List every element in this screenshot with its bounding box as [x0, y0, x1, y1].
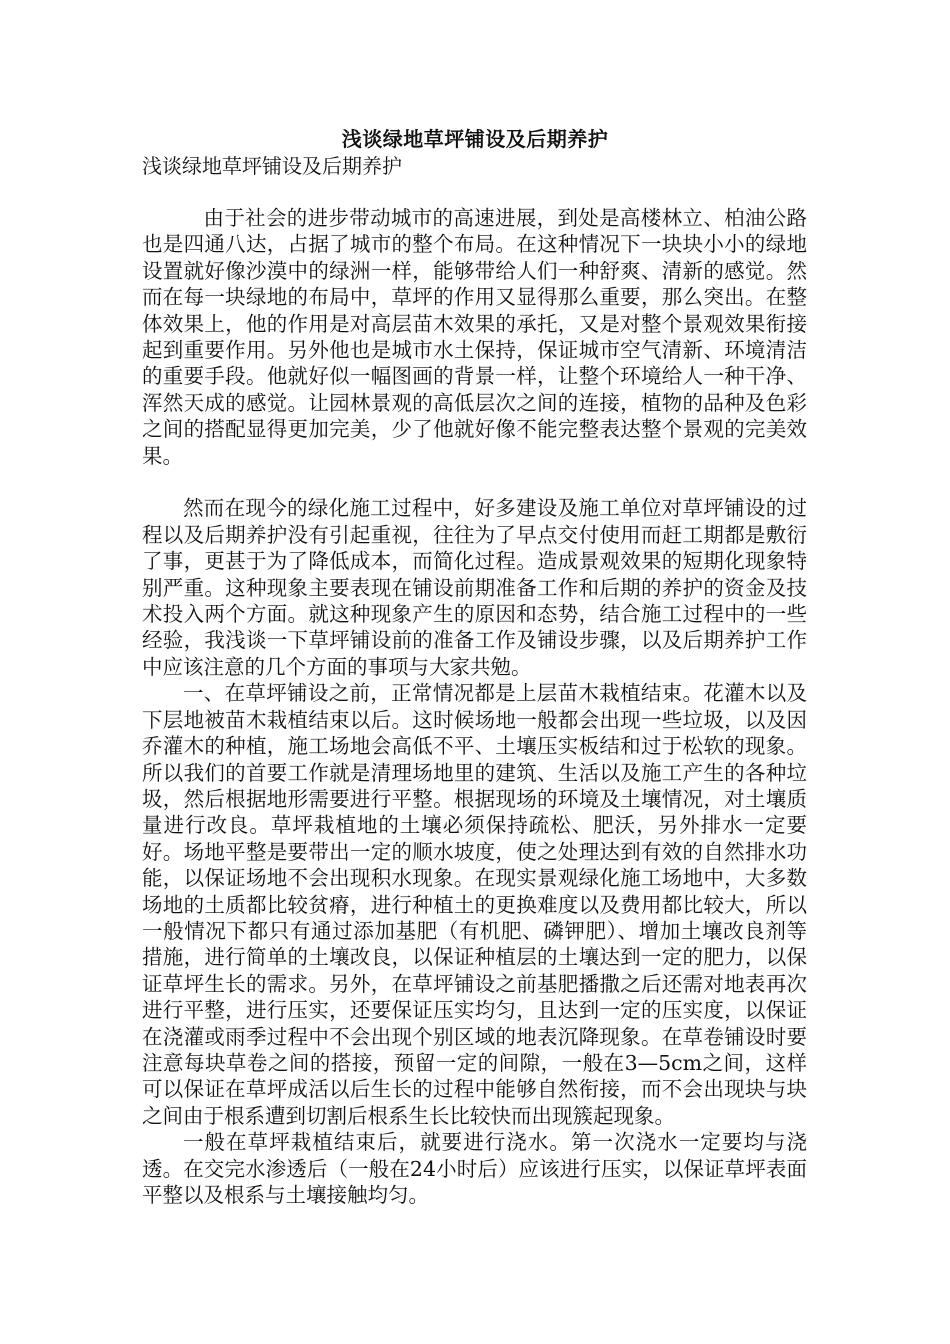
- paragraph-gap: [142, 469, 807, 495]
- paragraph-problem: 然而在现今的绿化施工过程中，好多建设及施工单位对草坪铺设的过程以及后期养护没有引起重视，往往为了早点交付使用而赶工期都是敷衍了事，更甚于为了降低成本，而简化过程。造成景观效果的短期化现象特别严重。这种现象主要表现在铺设前期准备工作和后期的养护的资金及技术投入两个方面。就这种现象产生的原因和态势，结合施工过程中的一些经验，我浅谈一下草坪铺设前的准备工作及铺设步骤，以及后期养护工作中应该注意的几个方面的事项与大家共勉。: [142, 496, 807, 679]
- paragraph-intro: 由于社会的进步带动城市的高速进展，到处是高楼林立、柏油公路也是四通八达，占据了城市的整个布局。在这种情况下一块块小小的绿地设置就好像沙漠中的绿洲一样，能够带给人们一种舒爽、清新的感觉。然而在每一块绿地的布局中，草坪的作用又显得那么重要，那么突出。在整体效果上，他的作用是对高层苗木效果的承托，又是对整个景观效果衔接起到重要作用。另外他也是城市水土保持，保证城市空气清新、环境清洁的重要手段。他就好似一幅图画的背景一样，让整个环境给人一种干净、浑然天成的感觉。让园林景观的高低层次之间的连接，植物的品种及色彩之间的搭配显得更加完美，少了他就好像不能完整表达整个景观的完美效果。: [142, 206, 807, 468]
- paragraph-watering: 一般在草坪栽植结束后，就要进行浇水。第一次浇水一定要均与浇透。在交完水渗透后（一般在24小时后）应该进行压实，以保证草坪表面平整以及根系与土壤接触均匀。: [142, 1130, 807, 1208]
- document-body: [142, 205, 807, 1208]
- document-subtitle: 浅谈绿地草坪铺设及后期养护: [142, 154, 402, 178]
- document-title: 浅谈绿地草坪铺设及后期养护: [341, 127, 609, 151]
- paragraph-preparation: 一、在草坪铺设之前，正常情况都是上层苗木栽植结束。花灌木以及下层地被苗木栽植结束以后。这时候场地一般都会出现一些垃圾，以及因乔灌木的种植，施工场地会高低不平、土壤压实板结和过于松软的现象。所以我们的首要工作就是清理场地里的建筑、生活以及施工产生的各种垃圾，然后根据地形需要进行平整。根据现场的环境及土壤情况，对土壤质量进行改良。草坪栽植地的土壤必须保持疏松、肥沃，另外排水一定要好。场地平整是要带出一定的顺水坡度，使之处理达到有效的自然排水功能，以保证场地不会出现积水现象。在现实景观绿化施工场地中，大多数场地的土质都比较贫瘠，进行种植土的更换难度以及费用都比较大，所以一般情况下都只有通过添加基肥（有机肥、磷钾肥）、增加土壤改良剂等措施，进行简单的土壤改良，以保证种植层的土壤达到一定的肥力，以保证草坪生长的需求。另外，在草坪铺设之前基肥播撒之后还需对地表再次进行平整，进行压实，还要保证压实均匀，且达到一定的压实度，以保证在浇灌或雨季过程中不会出现个别区域的地表沉降现象。在草卷铺设时要注意每块草卷之间的搭接，预留一定的间隙，一般在3—5cm之间，这样可以保证在草坪成活以后生长的过程中能够自然衔接，而不会出现块与块之间由于根系遭到切割后根系生长比较快而出现簇起现象。: [142, 681, 807, 1128]
